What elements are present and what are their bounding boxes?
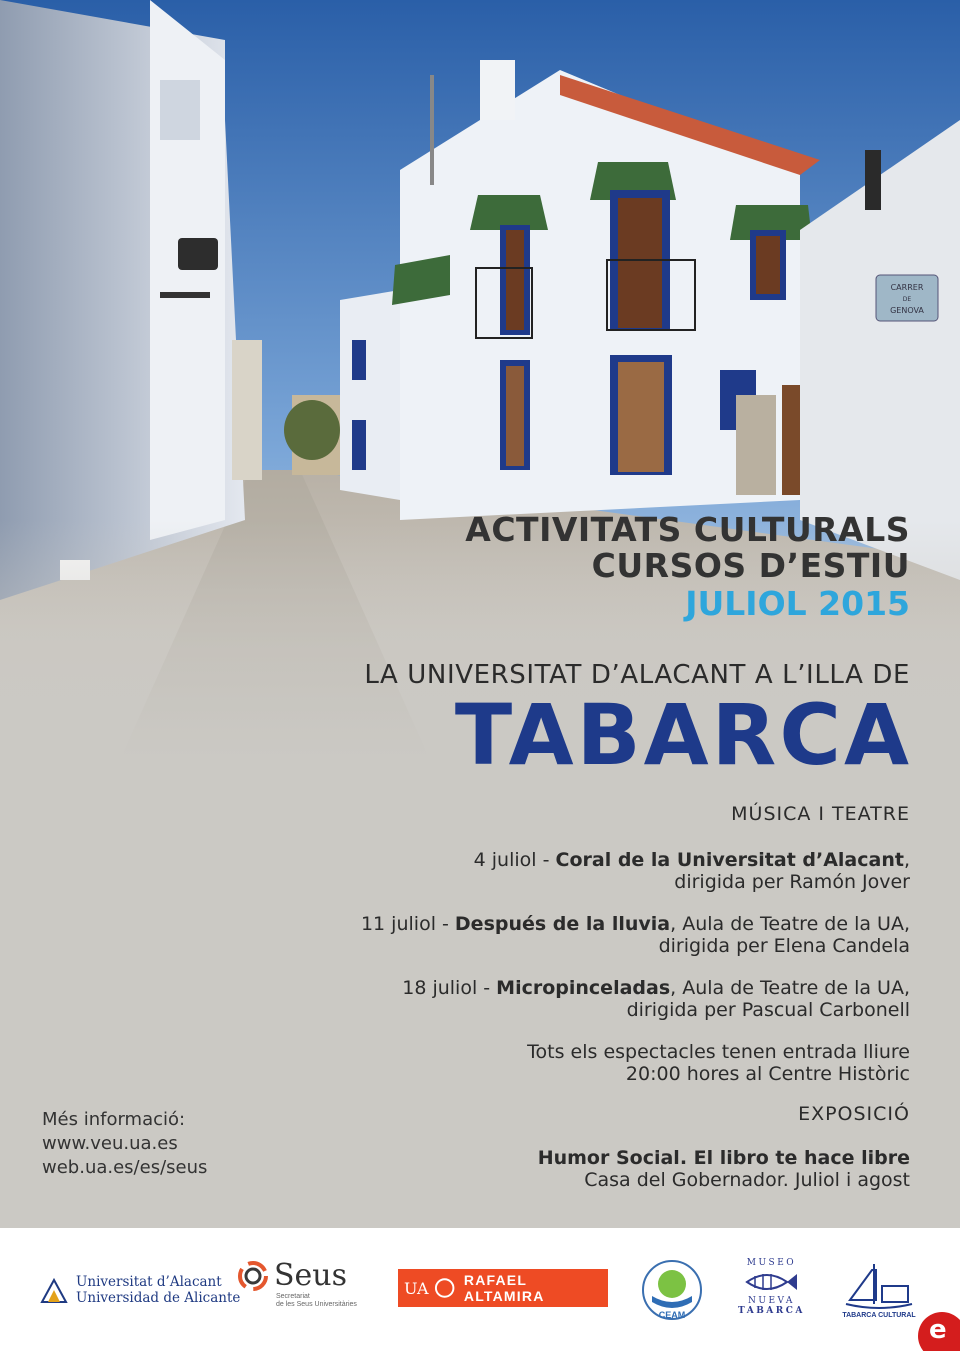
ceam-seal-icon xyxy=(640,1258,704,1322)
event-name: Coral de la Universitat d’Alacant xyxy=(555,849,904,871)
altamira-logo xyxy=(398,1269,608,1307)
more-info xyxy=(42,1108,207,1180)
exhibition-place: Casa del Gobernador. Juliol i agost xyxy=(584,1169,910,1191)
altamira-name: RAFAEL ALTAMIRA xyxy=(463,1272,545,1304)
event-detail: dirigida per Ramón Jover xyxy=(674,871,910,893)
fish-icon xyxy=(743,1268,799,1296)
ceam-label: CEAM xyxy=(658,1310,686,1320)
event-rest: , Aula de Teatre de la UA, xyxy=(670,977,910,999)
event-rest: , xyxy=(903,849,910,871)
seus-circle-icon xyxy=(236,1259,270,1293)
museo-bottom: TABARCA xyxy=(738,1306,805,1316)
page-title: TABARCA xyxy=(454,686,912,784)
section-heading-exhibition: EXPOSICIÓ xyxy=(798,1103,910,1125)
more-info-label: Més informació: xyxy=(42,1109,186,1130)
entry-note xyxy=(361,1041,910,1085)
subtitle: LA UNIVERSITAT D’ALACANT A L’ILLA DE xyxy=(364,660,910,690)
link-seus[interactable]: web.ua.es/es/seus xyxy=(42,1157,208,1178)
event-date: 11 juliol - xyxy=(360,913,455,935)
link-veu[interactable]: www.veu.ua.es xyxy=(42,1133,178,1154)
heading-line1: ACTIVITATS CULTURALS xyxy=(465,510,910,549)
event-item xyxy=(361,849,910,893)
note-line2: 20:00 hores al Centre Històric xyxy=(625,1063,910,1085)
altamira-ua: UA xyxy=(404,1278,429,1298)
event-detail: dirigida per Elena Candela xyxy=(658,935,910,957)
seus-logo xyxy=(236,1258,357,1322)
museo-logo xyxy=(738,1258,805,1322)
ua-name-val: Universitat d’Alacant xyxy=(76,1274,222,1290)
heading-date: JULIOL 2015 xyxy=(685,584,910,623)
logo-strip xyxy=(0,1228,960,1351)
tabarca-cultural-icon xyxy=(842,1260,916,1320)
museo-mid: NUEVA xyxy=(747,1296,795,1306)
badge-e-icon: e xyxy=(929,1315,947,1345)
seus-sub2: de les Seus Universitàries xyxy=(276,1301,357,1308)
ua-name-es: Universidad de Alicante xyxy=(76,1290,241,1306)
corner-badge xyxy=(918,1312,960,1351)
sign-line3: GENOVA xyxy=(890,306,924,315)
altamira-circle-icon xyxy=(433,1276,456,1300)
exhibition-title: Humor Social. El libro te hace libre xyxy=(537,1147,910,1169)
seus-sub1: Secretariat xyxy=(276,1293,310,1300)
event-rest: , Aula de Teatre de la UA, xyxy=(670,913,910,935)
seus-wordmark: Seus xyxy=(274,1258,348,1293)
program xyxy=(361,803,910,1191)
event-item xyxy=(361,913,910,957)
ua-emblem-icon xyxy=(40,1276,68,1304)
ceam-logo xyxy=(640,1258,704,1322)
tabarca-cultural-logo xyxy=(842,1258,916,1322)
event-name: Después de la lluvia xyxy=(454,913,671,935)
tabarca-cultural-label: TABARCA CULTURAL xyxy=(842,1312,916,1319)
heading-block xyxy=(465,512,910,624)
sign-line1: CARRER xyxy=(890,283,924,292)
event-date: 18 juliol - xyxy=(402,977,497,999)
event-item xyxy=(361,977,910,1021)
event-date: 4 juliol - xyxy=(473,849,556,871)
event-detail: dirigida per Pascual Carbonell xyxy=(626,999,910,1021)
sign-line2: DE xyxy=(902,296,912,303)
museo-top: MUSEO xyxy=(746,1258,797,1268)
section-heading-music: MÚSICA I TEATRE xyxy=(731,803,910,825)
event-name: Micropinceladas xyxy=(496,977,671,999)
ua-logo xyxy=(40,1258,240,1322)
heading-line2: CURSOS D’ESTIU xyxy=(591,546,910,585)
note-line1: Tots els espectacles tenen entrada lliure xyxy=(527,1041,910,1063)
